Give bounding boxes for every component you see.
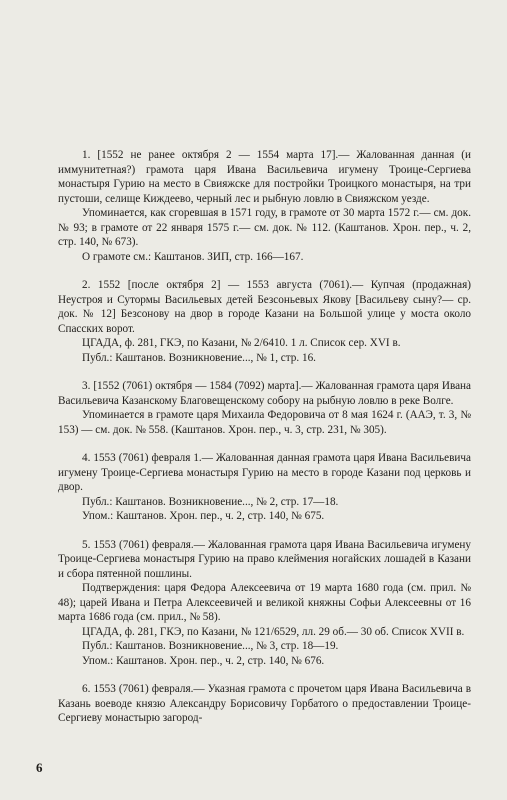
entry-1-reference: О грамоте см.: Каштанов. ЗИП, стр. 166—167. (82, 250, 304, 263)
entry-1-heading: 1. [1552 не ранее октября 2 — 1554 марта 17].— Жалованная данная (и иммунитетная?) грамота царя Ивана Васильевича игумену Троице-Сергиева монастыря Гурию на место в Свияжске для постройки Троицкого монастыря, на три пустоши, селище Киждеево, черный лес и рыбную ловлю в Свияжском уезде. (58, 149, 471, 205)
entry-3 (58, 379, 471, 437)
entry-4-mention: Упом.: Каштанов. Хрон. пер., ч. 2, стр. 140, № 675. (82, 510, 325, 522)
entry-6-heading: 6. 1553 (7061) февраля.— Указная грамота с прочетом царя Ивана Васильевича в Казань воеводе князю Александру Борисовичу Горбатого о предоставлении Троице-Сергиеву монастырю загород- (58, 683, 471, 724)
entry-2-heading: 2. 1552 [после октября 2] — 1553 августа (7061).— Купчая (продажная) Неустроя и Сутормы Васильевых детей Безсоньевых Якову [Васильеву сыну?— ср. док. № 12] Безсонову на двор в городе Казани на Большой улице у моста около Спасских ворот. (58, 279, 471, 335)
entry-5 (58, 538, 471, 669)
entry-4 (58, 451, 471, 524)
entry-5-archive: ЦГАДА, ф. 281, ГКЭ, по Казани, № 121/6529, лл. 29 об.— 30 об. Список XVII в. (82, 625, 465, 638)
entry-5-mention: Упом.: Каштанов. Хрон. пер., ч. 2, стр. 140, № 676. (82, 654, 325, 667)
entry-6 (58, 682, 471, 726)
entry-1 (58, 148, 471, 264)
entry-2-publication: Публ.: Каштанов. Возникновение..., № 1, стр. 16. (82, 351, 316, 364)
entry-4-publication: Публ.: Каштанов. Возникновение..., № 2, стр. 17—18. (82, 495, 339, 508)
entry-4-heading: 4. 1553 (7061) февраля 1.— Жалованная данная грамота царя Ивана Васильевича игумену Троице-Сергиева монастыря Гурию на место в городе Казани под церковь и двор. (58, 452, 471, 493)
entry-5-publication: Публ.: Каштанов. Возникновение..., № 3, стр. 18—19. (82, 640, 339, 652)
entry-2 (58, 278, 471, 365)
entry-3-heading: 3. [1552 (7061) октября — 1584 (7092) марта].— Жалованная грамота царя Ивана Васильевича Казанскому Благовещенскому собору на рыбную ловлю в реке Волге. (58, 380, 471, 407)
entry-3-mention: Упоминается в грамоте царя Михаила Федоровича от 8 мая 1624 г. (ААЭ, т. 3, № 153) — см. док. № 558. (Каштанов. Хрон. пер., ч. 3, стр. 231, № 305). (58, 409, 471, 436)
entry-1-mention: Упоминается, как сгоревшая в 1571 году, в грамоте от 30 марта 1572 г.— см. док. № 93; в грамоте от 22 января 1575 г.— см. док. № 112. (Каштанов. Хрон. пер., ч. 2, стр. 140, № 673). (58, 207, 471, 248)
entry-5-confirmations: Подтверждения: царя Федора Алексеевича от 19 марта 1680 года (см. прил. № 48); царей Ивана и Петра Алексеевичей и великой княжны Софьи Алексеевны от 16 марта 1686 года (см. прил., № 58). (58, 582, 471, 623)
entry-2-archive: ЦГАДА, ф. 281, ГКЭ, по Казани, № 2/6410. 1 л. Список сер. XVI в. (82, 337, 401, 349)
page-number: 6 (36, 760, 43, 775)
entry-5-heading: 5. 1553 (7061) февраля.— Жалованная грамота царя Ивана Васильевича игумену Троице-Сергиева монастыря Гурию на право клеймения ногайских лошадей в Казани и сбора пятенной пошлины. (58, 538, 471, 580)
document-body (58, 148, 471, 740)
